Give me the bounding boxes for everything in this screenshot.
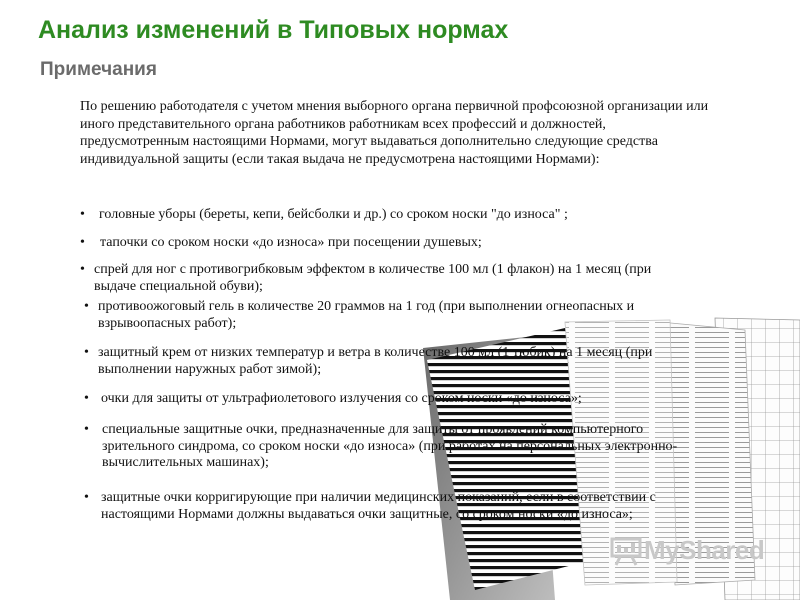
- bullet-icon: •: [84, 391, 89, 406]
- bullet-icon: •: [80, 262, 85, 277]
- bullet-icon: •: [84, 422, 89, 437]
- watermark-text: MyShared: [644, 535, 765, 565]
- watermark: [610, 535, 764, 566]
- page-subtitle: Примечания: [40, 59, 157, 80]
- list-item-text: тапочки со сроком носки «до износа» при посещении душевых;: [100, 235, 482, 250]
- intro-paragraph: По решению работодателя с учетом мнения выборного органа первичной профсоюзной организации или иного представительного органа работников работникам всех профессий и должностей, предусмотренным настоящими Нормами, могут выдаваться дополнительно следующие средства индивидуальной защиты (если такая выдача не предусмотрена настоящими Нормами):: [80, 99, 709, 167]
- bullet-icon: •: [80, 235, 85, 250]
- list-item: [84, 422, 684, 472]
- projector-screen-icon: [610, 536, 644, 566]
- list-item-text: специальные защитные очки, предназначенные для защиты от проявлений компьютерного зрительного синдрома, со сроком носки «до износа» (при работах на персональных электронно-вычислительных машинах);: [102, 422, 678, 470]
- bullet-icon: •: [84, 299, 89, 314]
- list-item: [84, 490, 724, 523]
- list-item: [84, 299, 709, 332]
- page-title: Анализ изменений в Типовых нормах: [38, 16, 509, 44]
- list-item: [80, 207, 720, 224]
- list-item-text: головные уборы (береты, кепи, бейсболки и др.) со сроком носки "до износа" ;: [99, 207, 568, 222]
- list-item-text: очки для защиты от ультрафиолетового излучения со сроком носки «до износа»;: [101, 391, 582, 406]
- list-item: [84, 391, 724, 408]
- list-item-text: защитный крем от низких температур и ветра в количестве 100 мл (1 тюбик) на 1 месяц (при выполнении наружных работ зимой);: [98, 345, 653, 377]
- bullet-icon: •: [84, 345, 89, 360]
- list-item: [84, 345, 724, 378]
- list-item: [80, 262, 690, 295]
- list-item-text: защитные очки корригирующие при наличии медицинских показаний, если в соответствии с настоящими Нормами должны выдаваться очки защитные, со сроком носки «до износа»;: [101, 490, 656, 522]
- list-item-text: противоожоговый гель в количестве 20 граммов на 1 год (при выполнении огнеопасных и взрывоопасных работ);: [98, 299, 635, 331]
- bullet-icon: •: [84, 490, 89, 505]
- bullet-icon: •: [80, 207, 85, 222]
- list-item: [80, 235, 720, 252]
- list-item-text: спрей для ног с противогрибковым эффектом в количестве 100 мл (1 флакон) на 1 месяц (при выдаче специальной обуви);: [94, 262, 652, 294]
